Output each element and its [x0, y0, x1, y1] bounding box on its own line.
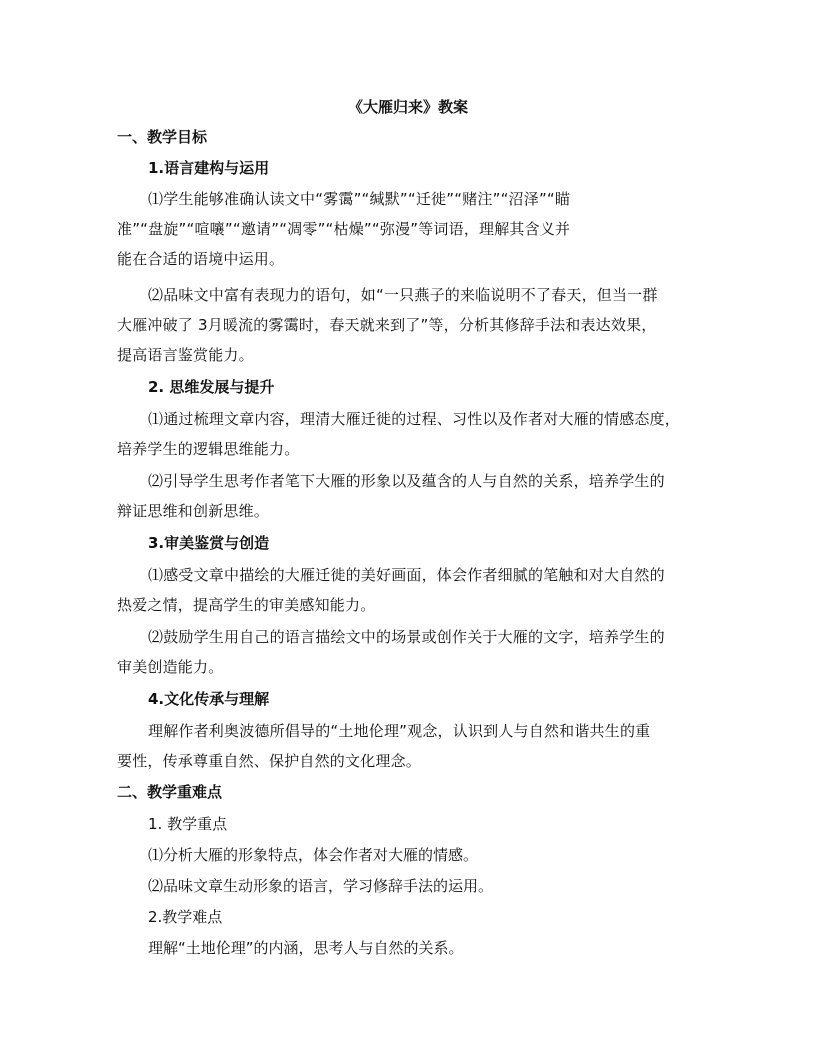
key-point-1: ⑴分析大雁的形象特点，体会作者对大雁的情感。 — [148, 846, 479, 864]
paragraph-thinking-1 — [117, 404, 707, 464]
text-line: 辩证思维和创新思维。 — [117, 502, 270, 520]
paragraph-culture-1 — [117, 716, 707, 776]
text-line: ⑴感受文章中描绘的大雁迁徙的美好画面，体会作者细腻的笔触和对大自然的 — [148, 566, 665, 584]
text-line: ⑵引导学生思考作者笔下大雁的形象以及蕴含的人与自然的关系，培养学生的 — [148, 472, 665, 490]
text-line: ⑵品味文中富有表现力的语句，如“一只燕子的来临说明不了春天，但当一群 — [148, 286, 658, 304]
key-point-2: ⑵品味文章生动形象的语言，学习修辞手法的运用。 — [148, 877, 494, 895]
document-title: 《大雁归来》教案 — [347, 98, 468, 116]
subheading-thinking: 2. 思维发展与提升 — [148, 378, 275, 396]
text-line: 培养学生的逻辑思维能力。 — [117, 440, 300, 458]
text-line: 要性，传承尊重自然、保护自然的文化理念。 — [117, 752, 422, 770]
subheading-aesthetics: 3.审美鉴赏与创造 — [148, 534, 270, 552]
text-line: 理解作者利奥波德所倡导的“土地伦理”观念，认识到人与自然和谐共生的重 — [148, 722, 651, 740]
text-line: 提高语言鉴赏能力。 — [117, 346, 254, 364]
subheading-language: 1.语言建构与运用 — [148, 159, 270, 177]
subheading-key: 1. 教学重点 — [148, 815, 228, 833]
text-line: ⑴通过梳理文章内容，理清大雁迁徙的过程、习性以及作者对大雁的情感态度， — [148, 410, 681, 428]
paragraph-language-1 — [117, 184, 707, 274]
paragraph-language-2 — [117, 280, 707, 370]
text-line: 能在合适的语境中运用。 — [117, 250, 285, 268]
text-line: ⑴学生能够准确认读文中“雾霭”“缄默”“迁徙”“赌注”“沼泽”“瞄 — [148, 190, 571, 208]
text-line: 审美创造能力。 — [117, 658, 224, 676]
paragraph-thinking-2 — [117, 466, 707, 526]
difficult-point-1: 理解“土地伦理”的内涵，思考人与自然的关系。 — [148, 939, 464, 957]
text-line: ⑵鼓励学生用自己的语言描绘文中的场景或创作关于大雁的文字，培养学生的 — [148, 628, 665, 646]
section-heading-goals: 一、教学目标 — [117, 128, 208, 146]
paragraph-aesthetics-1 — [117, 560, 707, 620]
paragraph-aesthetics-2 — [117, 622, 707, 682]
section-heading-key-points: 二、教学重难点 — [117, 783, 223, 801]
text-line: 热爱之情，提高学生的审美感知能力。 — [117, 596, 376, 614]
subheading-culture: 4.文化传承与理解 — [148, 690, 270, 708]
text-line: 准”“盘旋”“喧嚷”“邀请”“凋零”“枯燥”“弥漫”等词语，理解其含义并 — [117, 220, 571, 238]
subheading-difficult: 2.教学难点 — [148, 908, 223, 926]
text-line: 大雁冲破了 3月暖流的雾霭时，春天就来到了”等，分析其修辞手法和表达效果， — [117, 316, 657, 334]
